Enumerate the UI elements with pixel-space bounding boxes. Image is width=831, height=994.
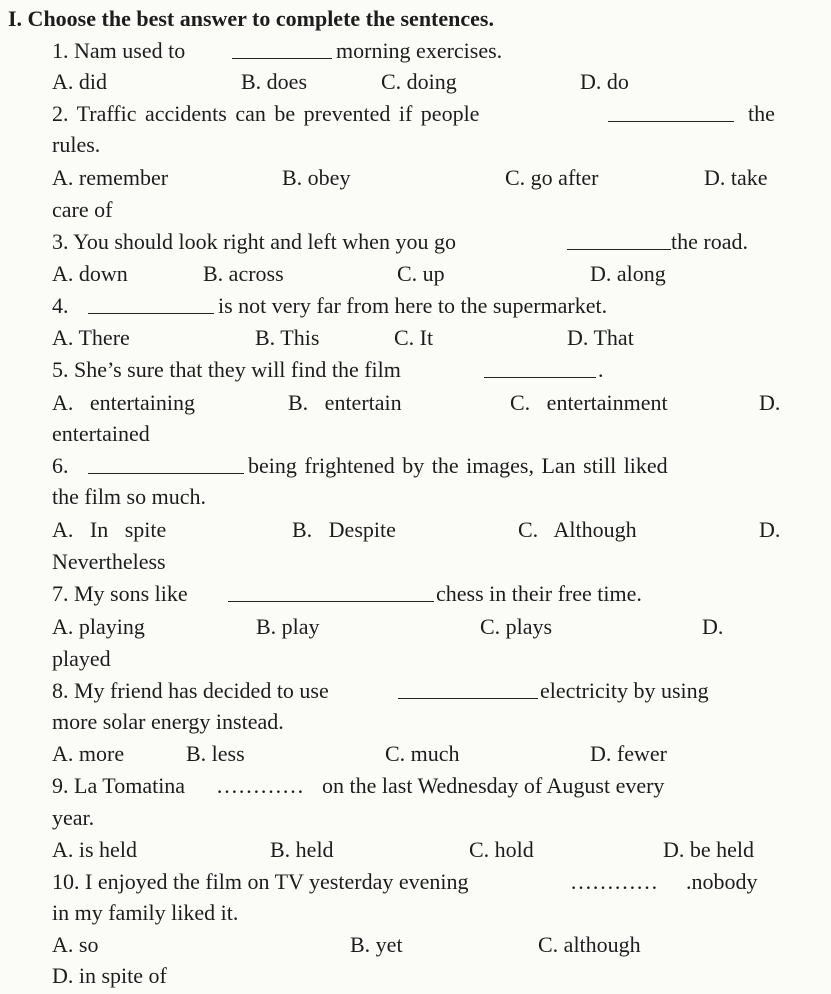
q4-option-b[interactable]: B. This <box>255 325 320 350</box>
q6-stem-cont: the film so much. <box>52 484 206 509</box>
q2-option-c[interactable]: C. go after <box>505 165 599 190</box>
q5-stem: 5. She’s sure that they will find the film <box>52 357 401 382</box>
q8-option-c[interactable]: C. much <box>385 741 460 766</box>
q3-stem: 3. You should look right and left when you go <box>52 229 456 254</box>
q9-stem: 9. La Tomatina <box>52 773 186 798</box>
q10-blank[interactable]: ………… <box>570 869 658 894</box>
q8-blank[interactable] <box>398 680 538 699</box>
q7-option-d-cont[interactable]: played <box>52 646 111 671</box>
q2-option-a[interactable]: A. remember <box>52 165 169 190</box>
q5-stem-end: . <box>598 357 604 382</box>
q10-option-c[interactable]: C. although <box>538 932 641 957</box>
q7-option-d[interactable]: D. <box>702 614 724 639</box>
q1-option-a[interactable]: A. did <box>52 69 107 94</box>
q3-option-b[interactable]: B. across <box>203 261 284 286</box>
q4-option-c[interactable]: C. It <box>394 325 434 350</box>
q4-option-a[interactable]: A. There <box>52 325 130 350</box>
q2-stem-cont: rules. <box>52 132 101 157</box>
q8-option-d[interactable]: D. fewer <box>590 741 667 766</box>
q2-blank[interactable] <box>608 103 734 122</box>
q6-option-d-cont[interactable]: Nevertheless <box>52 549 166 574</box>
q1-option-d[interactable]: D. do <box>580 69 629 94</box>
q3-blank[interactable] <box>567 231 671 250</box>
q9-stem-cont: year. <box>52 805 95 830</box>
q1-option-c[interactable]: C. doing <box>381 69 457 94</box>
q9-option-c[interactable]: C. hold <box>469 837 534 862</box>
q3-option-a[interactable]: A. down <box>52 261 128 286</box>
q5-blank[interactable] <box>484 359 596 378</box>
q4-stem: 4. <box>52 293 69 318</box>
q3-option-c[interactable]: C. up <box>397 261 445 286</box>
q1-stem-end: morning exercises. <box>336 38 503 63</box>
q10-stem: 10. I enjoyed the film on TV yesterday evening <box>52 869 469 894</box>
q8-stem: 8. My friend has decided to use <box>52 678 329 703</box>
q10-option-b[interactable]: B. yet <box>350 932 403 957</box>
q3-option-d[interactable]: D. along <box>590 261 666 286</box>
q7-option-c[interactable]: C. plays <box>480 614 553 639</box>
q7-blank[interactable] <box>228 583 434 602</box>
q2-option-d-cont[interactable]: care of <box>52 197 113 222</box>
q5-option-b[interactable]: B. entertain <box>288 390 402 415</box>
title-text: I. Choose the best answer to complete the sentences. <box>8 6 494 31</box>
q6-option-a[interactable]: A. In spite <box>52 517 167 542</box>
q6-option-d[interactable]: D. <box>759 517 781 542</box>
q6-option-b[interactable]: B. Despite <box>292 517 396 542</box>
q2-option-d[interactable]: D. take <box>704 165 768 190</box>
q10-stem-end: .nobody <box>686 869 758 894</box>
q1-stem: 1. Nam used to <box>52 38 186 63</box>
q4-option-d[interactable]: D. That <box>567 325 634 350</box>
q7-option-a[interactable]: A. playing <box>52 614 145 639</box>
q5-option-a[interactable]: A. entertaining <box>52 390 195 415</box>
q1-option-b[interactable]: B. does <box>241 69 307 94</box>
q4-blank[interactable] <box>88 295 214 314</box>
q4-stem-end: is not very far from here to the supermarket. <box>218 293 608 318</box>
q6-stem-end: being frightened by the images, Lan still liked <box>248 453 668 478</box>
q9-blank[interactable]: ………… <box>216 773 304 798</box>
q10-stem-cont: in my family liked it. <box>52 900 239 925</box>
q2-stem-end: the <box>748 101 775 126</box>
q2-stem: 2. Traffic accidents can be prevented if people <box>52 101 480 126</box>
q5-option-d-cont[interactable]: entertained <box>52 421 150 446</box>
q8-option-b[interactable]: B. less <box>186 741 245 766</box>
q5-option-c[interactable]: C. entertainment <box>510 390 668 415</box>
q8-stem-cont: more solar energy instead. <box>52 709 284 734</box>
q6-stem: 6. <box>52 453 69 478</box>
q9-option-a[interactable]: A. is held <box>52 837 137 862</box>
q1-blank[interactable] <box>232 40 332 59</box>
q10-option-d[interactable]: D. in spite of <box>52 963 167 988</box>
q10-option-a[interactable]: A. so <box>52 932 99 957</box>
q7-stem-end: chess in their free time. <box>436 581 642 606</box>
q3-stem-end: the road. <box>671 229 748 254</box>
q6-option-c[interactable]: C. Although <box>518 517 637 542</box>
q8-option-a[interactable]: A. more <box>52 741 125 766</box>
q2-option-b[interactable]: B. obey <box>282 165 351 190</box>
q5-option-d[interactable]: D. <box>759 390 781 415</box>
q9-stem-end: on the last Wednesday of August every <box>322 773 665 798</box>
q9-option-b[interactable]: B. held <box>270 837 334 862</box>
q9-option-d[interactable]: D. be held <box>663 837 755 862</box>
q6-blank[interactable] <box>88 455 244 474</box>
q7-option-b[interactable]: B. play <box>256 614 320 639</box>
q8-stem-end: electricity by using <box>540 678 709 703</box>
q7-stem: 7. My sons like <box>52 581 188 606</box>
